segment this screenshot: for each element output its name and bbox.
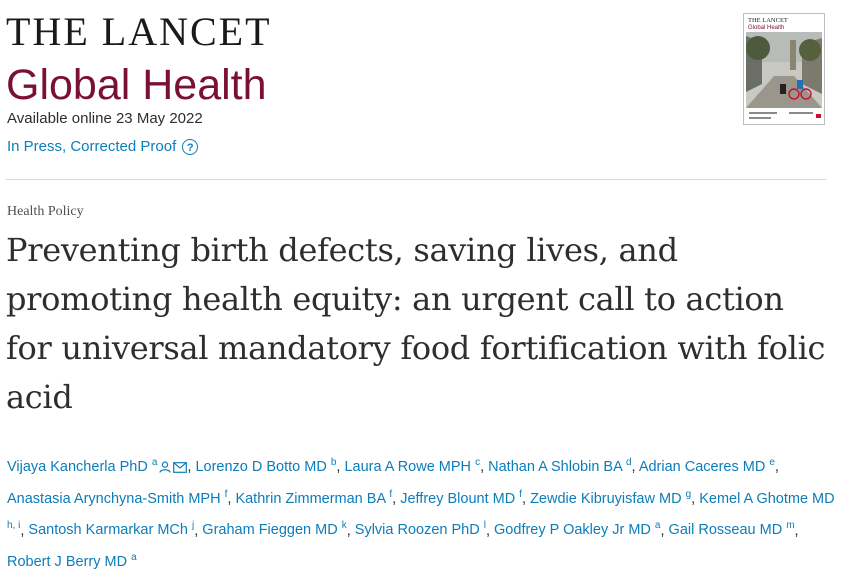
person-icon[interactable] xyxy=(159,461,171,473)
author-link[interactable]: Santosh Karmarkar MCh $^j$ xyxy=(28,520,195,539)
journal-subtitle[interactable]: Global Health xyxy=(6,61,267,109)
affiliation-marker[interactable]: f xyxy=(519,488,522,500)
author-link[interactable]: Zewdie Kibruyisfaw MD $^g$ xyxy=(530,488,692,507)
article-status-link[interactable] xyxy=(7,138,198,155)
author-link[interactable]: Kathrin Zimmerman BA $^f$ xyxy=(235,488,393,507)
help-icon[interactable]: ? xyxy=(182,139,198,155)
author-link[interactable]: Laura A Rowe MPH $^c$ xyxy=(344,457,481,475)
journal-cover-thumbnail[interactable] xyxy=(743,13,825,125)
article-title: Preventing birth defects, saving lives, and promoting health equity: an urgent call to action for universal mandatory food fortification with folic acid xyxy=(6,231,826,416)
cover-title: THE LANCET xyxy=(748,17,788,24)
author-link[interactable]: Graham Fieggen MD $^k$ xyxy=(202,520,347,539)
author-link[interactable]: Sylvia Roozen PhD $^l$ xyxy=(354,520,486,539)
author-link[interactable]: Nathan A Shlobin BA $^d$ xyxy=(488,457,632,475)
affiliation-marker[interactable]: f xyxy=(224,488,228,500)
affiliation-marker[interactable]: d xyxy=(625,457,632,468)
affiliation-marker[interactable]: m xyxy=(786,520,795,532)
author-link[interactable]: Godfrey P Oakley Jr MD $^a$ xyxy=(494,520,661,539)
affiliation-marker[interactable]: k xyxy=(341,520,347,532)
author-link[interactable]: Lorenzo D Botto MD $^b$ xyxy=(195,457,337,475)
affiliation-marker[interactable]: h, i xyxy=(7,520,21,532)
author-link[interactable]: Anastasia Arynchyna-Smith MPH $^f$ xyxy=(7,488,228,507)
header-divider xyxy=(6,179,826,180)
author-list: Vijaya Kancherla PhD $^a$ , Lorenzo D Botto MD $^b$, Laura A Rowe MPH $^c$, Nathan A Shlobin BA $^d$, Adrian Caceres MD $^e$, Anastasia Arynchyna-Smith MPH $^f$, Kathrin Zimmerman BA $^f$, Jeffrey Blount MD $^f$, Zewdie Kibruyisfaw MD $^g$, Kemel A Ghotme MD $^{h, i}$, Santosh Karmarkar MCh $^j$, Graham Fieggen MD $^k$, Sylvia Roozen PhD $^l$, Godfrey P Oakley Jr MD $^a$, Gail Rosseau MD $^m$, Robert J Berry MD $^a$ xyxy=(7,457,835,571)
affiliation-marker[interactable]: e xyxy=(769,457,775,468)
affiliation-marker[interactable]: a xyxy=(654,520,661,532)
affiliation-marker[interactable]: b xyxy=(330,457,337,468)
article-section: Health Policy xyxy=(7,204,84,219)
author-link[interactable]: Vijaya Kancherla PhD $^a$ xyxy=(7,459,187,475)
affiliation-marker[interactable]: l xyxy=(483,520,486,532)
journal-title[interactable]: THE LANCET xyxy=(6,9,272,54)
affiliation-marker[interactable]: g xyxy=(685,488,692,500)
available-online-date: Available online 23 May 2022 xyxy=(7,110,203,127)
affiliation-marker[interactable]: f xyxy=(389,488,393,500)
author-link[interactable]: Gail Rosseau MD $^m$ xyxy=(668,520,795,539)
author-link[interactable]: Adrian Caceres MD $^e$ xyxy=(638,457,775,475)
author-link[interactable]: Jeffrey Blount MD $^f$ xyxy=(400,488,522,507)
cover-image xyxy=(744,14,824,124)
envelope-icon[interactable] xyxy=(173,462,187,473)
affiliation-marker[interactable]: a xyxy=(151,457,158,468)
author-link[interactable]: Kemel A Ghotme MD $^{h, i}$ xyxy=(7,490,835,532)
affiliation-marker[interactable]: a xyxy=(131,552,137,564)
cover-subtitle: Global Health xyxy=(748,25,785,31)
article-status-label[interactable]: In Press, Corrected Proof xyxy=(7,138,177,155)
author-link[interactable]: Robert J Berry MD $^a$ xyxy=(7,552,137,571)
affiliation-marker[interactable]: j xyxy=(192,520,195,532)
affiliation-marker[interactable]: c xyxy=(475,457,481,468)
